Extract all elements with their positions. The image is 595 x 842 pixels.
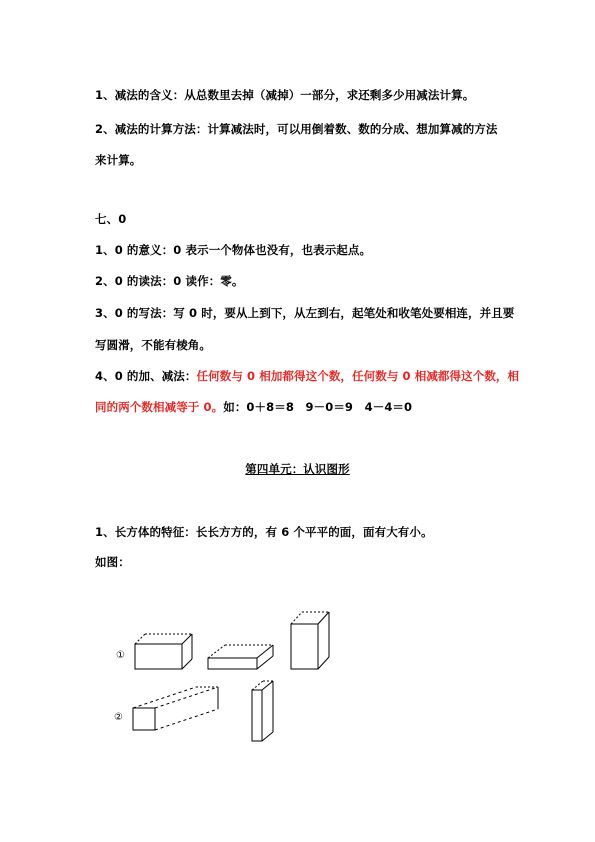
- zero-reading: 2、0 的读法：0 读作：零。: [95, 274, 244, 288]
- zero-add-sub-rule-2: 同的两个数相减等于 0。: [95, 400, 224, 414]
- figure-label-2: ②: [114, 712, 123, 723]
- zero-meaning: 1、0 的意义：0 表示一个物体也没有，也表示起点。: [95, 243, 372, 257]
- zero-add-sub-prefix: 4、0 的加、减法：: [95, 369, 197, 383]
- subtraction-method-line-1: 2、减法的计算方法：计算减法时，可以用倒着数、数的分成、想加算减的方法: [95, 122, 498, 136]
- cuboid-feature: 1、长方体的特征：长长方方的，有 6 个平平的面，面有大有小。: [95, 525, 433, 539]
- subtraction-meaning: 1、减法的含义：从总数里去掉（减掉）一部分，求还剩多少用减法计算。: [95, 88, 475, 102]
- as-shown-label: 如图：: [95, 555, 130, 569]
- zero-writing-line-2: 写圆滑，不能有棱角。: [95, 338, 211, 352]
- zero-heading: 七、0: [95, 212, 127, 226]
- unit-title-text: 第四单元：认识图形: [245, 462, 350, 476]
- cuboid-1: [135, 634, 192, 669]
- zero-add-sub-example: 如：0＋8＝8 9－0＝9 4－4＝0: [223, 400, 413, 414]
- cuboid-3: [291, 612, 329, 669]
- cuboid-2: [208, 645, 273, 669]
- cuboid-4: [133, 687, 218, 730]
- cuboid-5: [252, 681, 273, 741]
- subtraction-method-line-2: 来计算。: [95, 153, 142, 167]
- zero-writing-line-1: 3、0 的写法：写 0 时，要从上到下，从左到右，起笔处和收笔处要相连，并且要: [95, 306, 515, 320]
- zero-add-sub-rule-1: 任何数与 0 相加都得这个数，任何数与 0 相减都得这个数，相: [196, 369, 520, 383]
- figure-label-1: ①: [116, 650, 125, 661]
